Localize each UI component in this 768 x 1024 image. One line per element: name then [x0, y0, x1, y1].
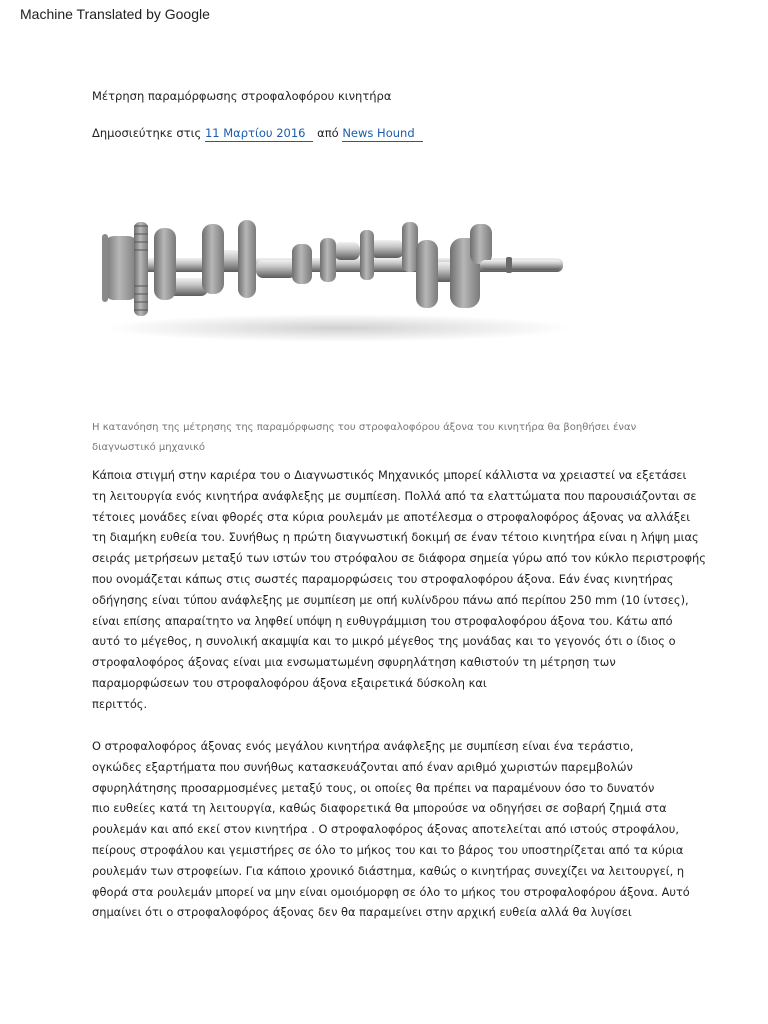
text-line: που ονομάζεται κάπως στις σωστές παραμορφώσεις του στροφαλοφόρου άξονα. Εάν ένας κινητήρας [92, 571, 674, 586]
image-caption [92, 418, 637, 458]
text-line: ογκώδες εξαρτήματα που συνήθως κατασκευάζονται από έναν αριθμό χωριστών παρεμβολών [92, 759, 633, 774]
byline-prefix: Δημοσιεύτηκε στις [92, 126, 202, 140]
text-line: στροφαλοφόρος άξονας είναι μια ενσωματωμένη σφυρηλάτηση καθιστούν τη μέτρηση των [92, 655, 616, 670]
caption-line: Η κατανόηση της μέτρησης της παραμόρφωσης του στροφαλοφόρου άξονα του κινητήρα θα βοηθήσει έναν [92, 422, 637, 433]
byline-middle: από [317, 126, 339, 140]
crankshaft-photo [98, 200, 574, 350]
text-line: σφυρηλάτησης προσαρμοσμένες μεταξύ τους, οι οποίες θα πρέπει να παραμένουν όσο το δυνατόν [92, 780, 655, 795]
author-link[interactable]: News Hound [342, 126, 422, 142]
text-line: ρουλεμάν και από εκεί στον κινητήρα . Ο στροφαλοφόρος άξονας αποτελείται από ιστούς στροφάλου, [92, 822, 679, 837]
text-line: σειράς μετρήσεων μεταξύ των ιστών του στρόφαλου σε διάφορα σημεία γύρω από τον κύκλο περιστροφής [92, 551, 706, 566]
paragraph-1 [92, 465, 706, 715]
caption-line: διαγνωστικό μηχανικό [92, 442, 205, 453]
text-line: σημαίνει ότι ο στροφαλοφόρος άξονας δεν θα παραμείνει στην αρχική ευθεία αλλά θα λυγίσει [92, 905, 632, 920]
text-line: τη λειτουργία ενός κινητήρα ανάφλεξης με συμπίεση. Πολλά από τα ελαττώματα που παρουσιάζονται σε [92, 488, 697, 503]
text-line: ρουλεμάν των στροφείων. Για κάποιο χρονικό διάστημα, καθώς ο κινητήρας συνεχίζει να λειτουργεί, η [92, 863, 685, 878]
text-line: είναι επίσης απαραίτητο να ληφθεί υπόψη η ευθυγράμμιση του στροφαλοφόρου άξονα του. Κάτω από [92, 613, 673, 628]
text-line: παραμορφώσεων του στροφαλοφόρου άξονα εξαιρετικά δύσκολη και [92, 675, 487, 690]
text-line: πείρους στροφάλου και γεμιστήρες σε όλο το μήκος του και το βάρος του υποστηρίζεται από τα κύρια [92, 842, 684, 857]
text-line: Ο στροφαλοφόρος άξονας ενός μεγάλου κινητήρα ανάφλεξης με συμπίεση είναι ένα τεράστιο, [92, 739, 634, 753]
text-line: Κάποια στιγμή στην καριέρα του ο Διαγνωστικός Μηχανικός μπορεί κάλλιστα να χρειαστεί να εξετάσει [92, 468, 687, 482]
text-line: τη διαμήκη ευθεία του. Συνήθως η πρώτη διαγνωστική δοκιμή σε έναν τέτοιο κινητήρα είναι η λήψη μιας [92, 530, 699, 545]
byline [92, 126, 423, 140]
date-link[interactable]: 11 Μαρτίου 2016 [205, 126, 314, 142]
text-line: τέτοιες μονάδες είναι φθορές στα κύρια ρουλεμάν με αποτέλεσμα ο στροφαλοφόρος άξονας να αλλάξει [92, 509, 691, 524]
text-line: φθορά στα ρουλεμάν μπορεί να μην είναι ομοιόμορφη σε όλο το μήκος του στροφαλοφόρου άξονα. Αυτό [92, 884, 690, 899]
text-line: περιττός. [92, 696, 148, 711]
text-line: αυτό το μέγεθος, η συνολική ακαμψία και το μικρό μέγεθος της μονάδας και το γεγονός ότι ο ίδιος ο [92, 634, 676, 649]
text-line: οδήγησης είναι τύπου ανάφλεξης με συμπίεση με οπή κυλίνδρου πάνω από περίπου 250 mm (10 ίντσες), [92, 592, 689, 607]
text-line: πιο ευθείες κατά τη λειτουργία, καθώς διαφορετικά θα μπορούσε να οδηγήσει σε σοβαρή ζημιά στα [92, 801, 667, 816]
paragraph-2 [92, 736, 692, 923]
article-title: Μέτρηση παραμόρφωσης στροφαλοφόρου κινητήρα [92, 89, 392, 103]
machine-translated-banner: Machine Translated by Google [20, 6, 210, 22]
